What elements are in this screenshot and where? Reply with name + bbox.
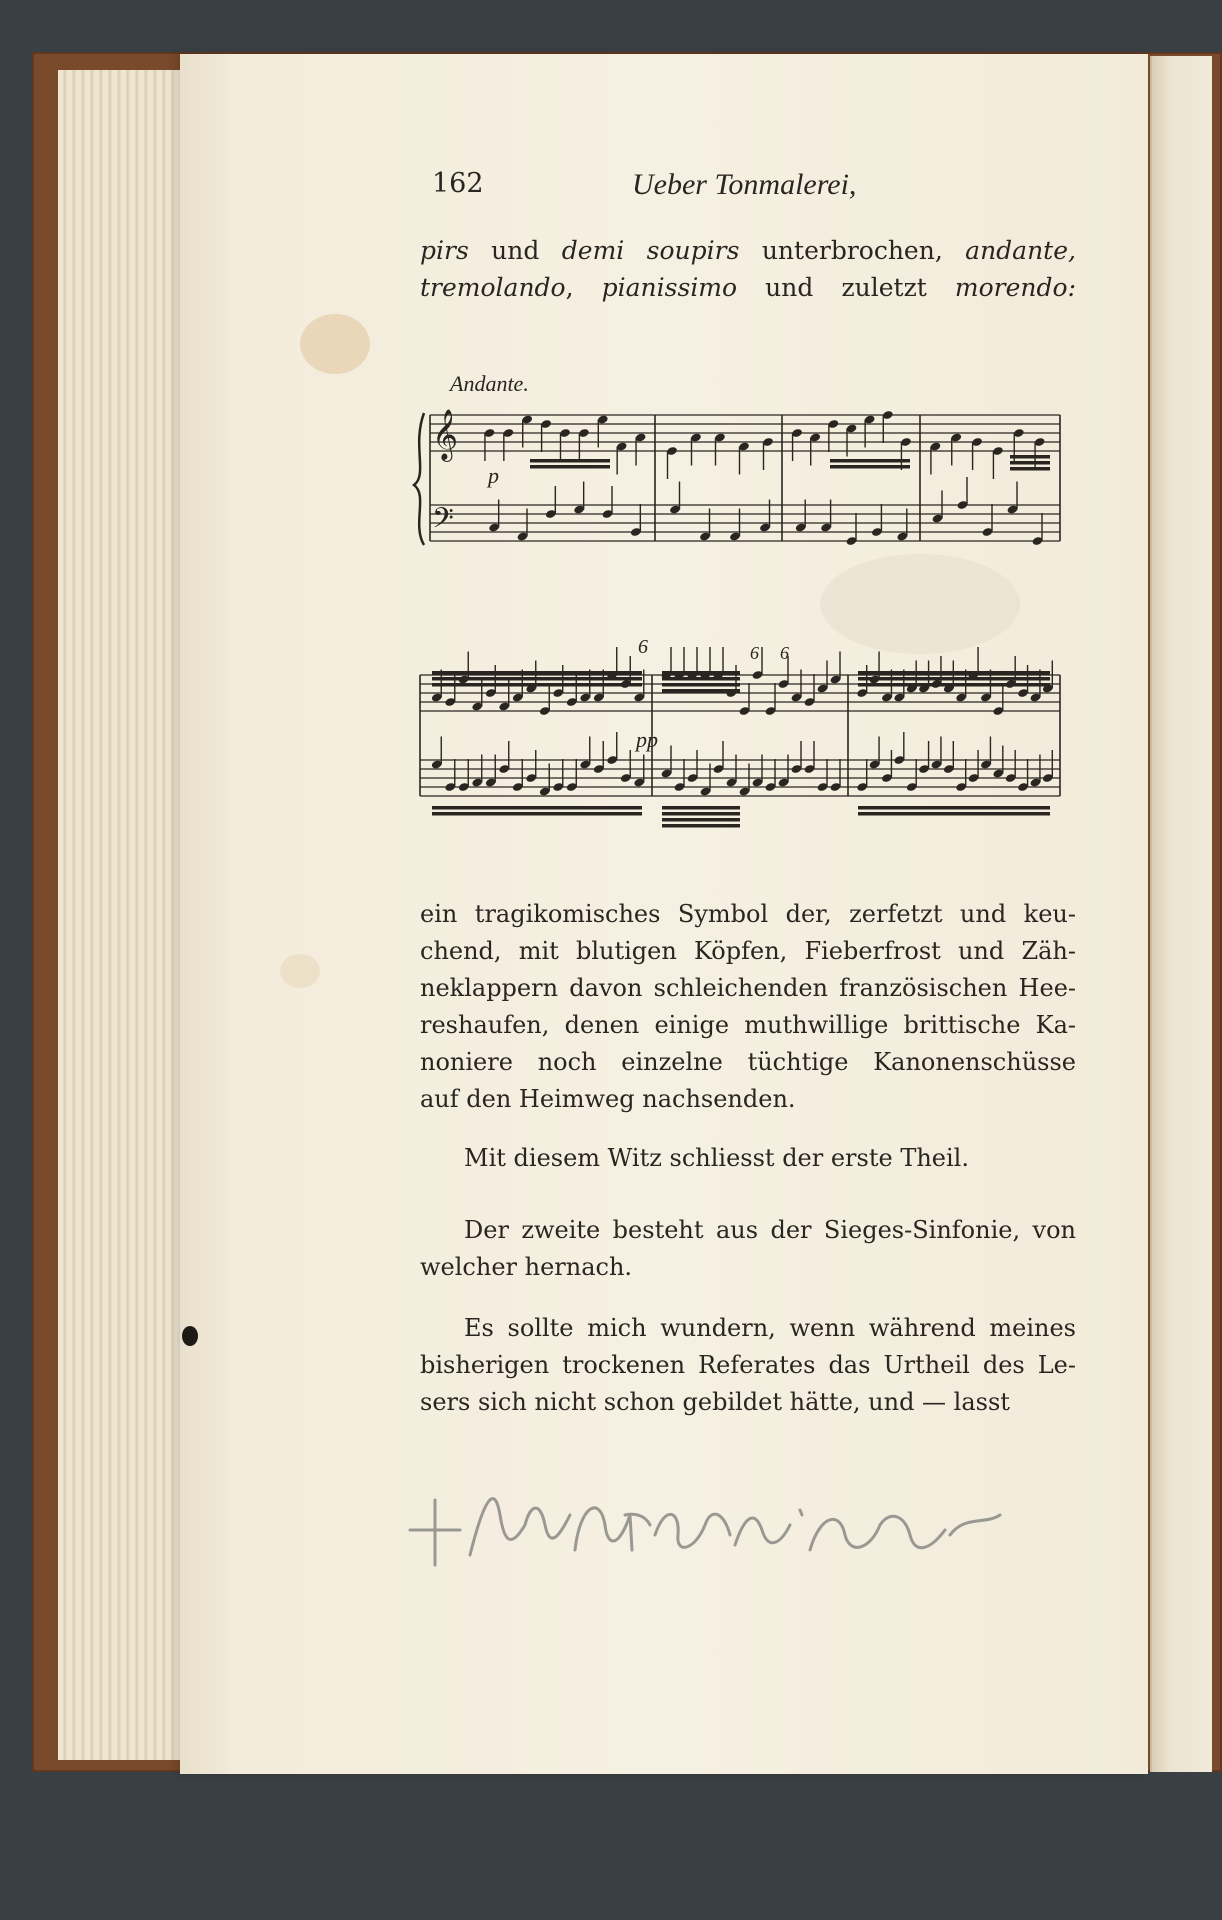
text-run: und zuletzt — [737, 273, 955, 302]
italic-run: andante, — [965, 236, 1076, 265]
intro-text — [420, 232, 1076, 306]
paragraph — [420, 1310, 1076, 1421]
paragraph — [420, 1212, 1076, 1286]
beam — [858, 677, 1050, 681]
music-system-2 — [410, 635, 1070, 840]
beam — [1010, 467, 1050, 471]
dynamic-marking: pp — [636, 727, 658, 752]
beam — [662, 812, 740, 816]
beam — [530, 465, 610, 469]
text-line: Der zweite besteht aus der Sieges-Sinfonie, von — [464, 1216, 1076, 1244]
beam — [662, 818, 740, 822]
music-system-1 — [410, 365, 1070, 565]
text-line: neklappern davon schleichenden französischen Hee- — [420, 974, 1076, 1002]
text-line: sers sich nicht schon gebildet hätte, und — lasst — [420, 1388, 1010, 1416]
text-line — [420, 269, 1076, 306]
beam — [432, 683, 642, 687]
beam — [830, 465, 910, 469]
paragraph — [420, 1140, 1076, 1177]
text-line: noniere noch einzelne tüchtige Kanonenschüsse — [420, 1048, 1076, 1076]
music-notation-svg — [410, 365, 1070, 565]
paragraph — [420, 896, 1076, 1118]
foxing-stain — [280, 954, 320, 988]
page-header — [432, 168, 1072, 212]
text-line: Es sollte mich wundern, wenn während meines — [464, 1314, 1076, 1342]
bass-clef: 𝄢 — [432, 502, 454, 542]
next-page-edge — [1150, 56, 1212, 1772]
beam — [432, 671, 642, 675]
beam — [662, 683, 740, 687]
music-notation-svg — [410, 635, 1070, 840]
text-line: welcher hernach. — [420, 1253, 633, 1281]
beam — [662, 689, 740, 693]
tuplet-number: 6 — [638, 636, 648, 658]
page-edges — [58, 70, 199, 1760]
italic-run: tremolando — [420, 273, 566, 302]
beam — [830, 459, 910, 463]
tuplet-number: 6 — [750, 643, 759, 663]
beam — [662, 824, 740, 828]
text-run: und — [468, 236, 562, 265]
text-run: unterbrochen, — [739, 236, 966, 265]
handwritten-pencil-note — [400, 1455, 1020, 1575]
treble-clef: 𝄞 — [432, 409, 459, 460]
tempo-marking: Andante. — [450, 371, 529, 396]
ink-blot-mark — [178, 1322, 202, 1352]
running-title: Ueber Tonmalerei, — [632, 168, 857, 201]
foxing-stain — [300, 314, 370, 374]
beam — [432, 812, 642, 816]
beam — [858, 806, 1050, 810]
italic-run: morendo: — [954, 273, 1076, 302]
text-line: reshaufen, denen einige muthwillige brittische Ka- — [420, 1011, 1076, 1039]
brace — [414, 413, 424, 545]
text-line: auf den Heimweg nachsenden. — [420, 1085, 796, 1113]
beam — [432, 806, 642, 810]
italic-run: demi soupirs — [561, 236, 740, 265]
beam — [1010, 455, 1050, 459]
text-line: Mit diesem Witz schliesst der erste Theil. — [464, 1144, 969, 1172]
beam — [662, 677, 740, 681]
tuplet-number: 6 — [780, 643, 789, 663]
italic-run: pianissimo — [601, 273, 738, 302]
page-number: 162 — [432, 168, 484, 199]
beam — [858, 671, 1050, 675]
text-line: chend, mit blutigen Köpfen, Fieberfrost und Zäh- — [420, 937, 1076, 965]
beam — [662, 671, 740, 675]
italic-run: pirs — [420, 236, 469, 265]
beam — [1010, 461, 1050, 465]
dynamic-marking: p — [488, 463, 499, 488]
beam — [858, 683, 1050, 687]
beam — [432, 677, 642, 681]
text-run: , — [565, 273, 602, 302]
text-line: bisherigen trockenen Referates das Urtheil des Le- — [420, 1351, 1076, 1379]
beam — [662, 806, 740, 810]
text-line: ein tragikomisches Symbol der, zerfetzt und keu- — [420, 900, 1076, 928]
text-line — [420, 232, 1076, 269]
beam — [858, 812, 1050, 816]
beam — [530, 459, 610, 463]
